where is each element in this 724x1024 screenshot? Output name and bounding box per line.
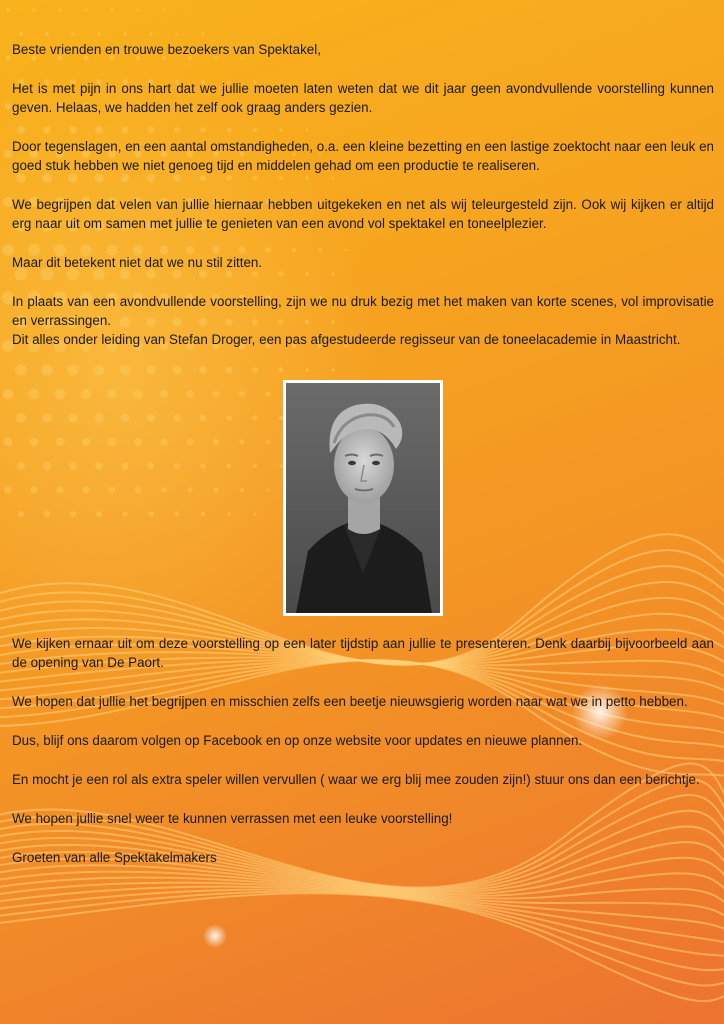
letter-top	[12, 40, 714, 369]
letter-bottom	[12, 634, 714, 887]
paragraph: We begrijpen dat velen van jullie hiernaar hebben uitgekeken en net als wij teleurgesteld zijn. Ook wij kijken er altijd erg naar uit om samen met jullie te genieten van een avond vol spektakel en toneelplezier.	[12, 197, 714, 231]
paragraph: Maar dit betekent niet dat we nu stil zitten.	[12, 255, 263, 270]
paragraph: Door tegenslagen, en een aantal omstandigheden, o.a. een kleine bezetting en een lastige zoektocht naar een leuk en goed stuk hebben we niet genoeg tijd en middelen gehad om een productie te realiseren.	[12, 139, 714, 173]
paragraph: We hopen jullie snel weer te kunnen verrassen met een leuke voorstelling!	[12, 811, 453, 826]
director-portrait-photo	[283, 380, 443, 616]
paragraph: Het is met pijn in ons hart dat we jullie moeten laten weten dat we dit jaar geen avondvullende voorstelling kunnen geven. Helaas, we hadden het zelf ook graag anders gezien.	[12, 81, 714, 115]
paragraph: Dus, blijf ons daarom volgen op Facebook en op onze website voor updates en nieuwe plannen.	[12, 733, 583, 748]
closing: Groeten van alle Spektakelmakers	[12, 850, 217, 865]
portrait-image	[286, 383, 440, 613]
paragraph: En mocht je een rol als extra speler willen vervullen ( waar we erg blij mee zouden zijn!) stuur ons dan een berichtje.	[12, 772, 700, 787]
light-flare	[203, 924, 227, 948]
paragraph: We kijken ernaar uit om deze voorstelling op een later tijdstip aan jullie te presenteren. Denk daarbij bijvoorbeeld aan de opening van De Paort.	[12, 636, 714, 670]
paragraph: Dit alles onder leiding van Stefan Droger, een pas afgestudeerde regisseur van de toneelacademie in Maastricht.	[12, 332, 681, 347]
paragraph: In plaats van een avondvullende voorstelling, zijn we nu druk bezig met het maken van korte scenes, vol improvisatie en verrassingen.	[12, 294, 714, 328]
greeting: Beste vrienden en trouwe bezoekers van Spektakel,	[12, 42, 321, 57]
paragraph: We hopen dat jullie het begrijpen en misschien zelfs een beetje nieuwsgierig worden naar wat we in petto hebben.	[12, 694, 688, 709]
